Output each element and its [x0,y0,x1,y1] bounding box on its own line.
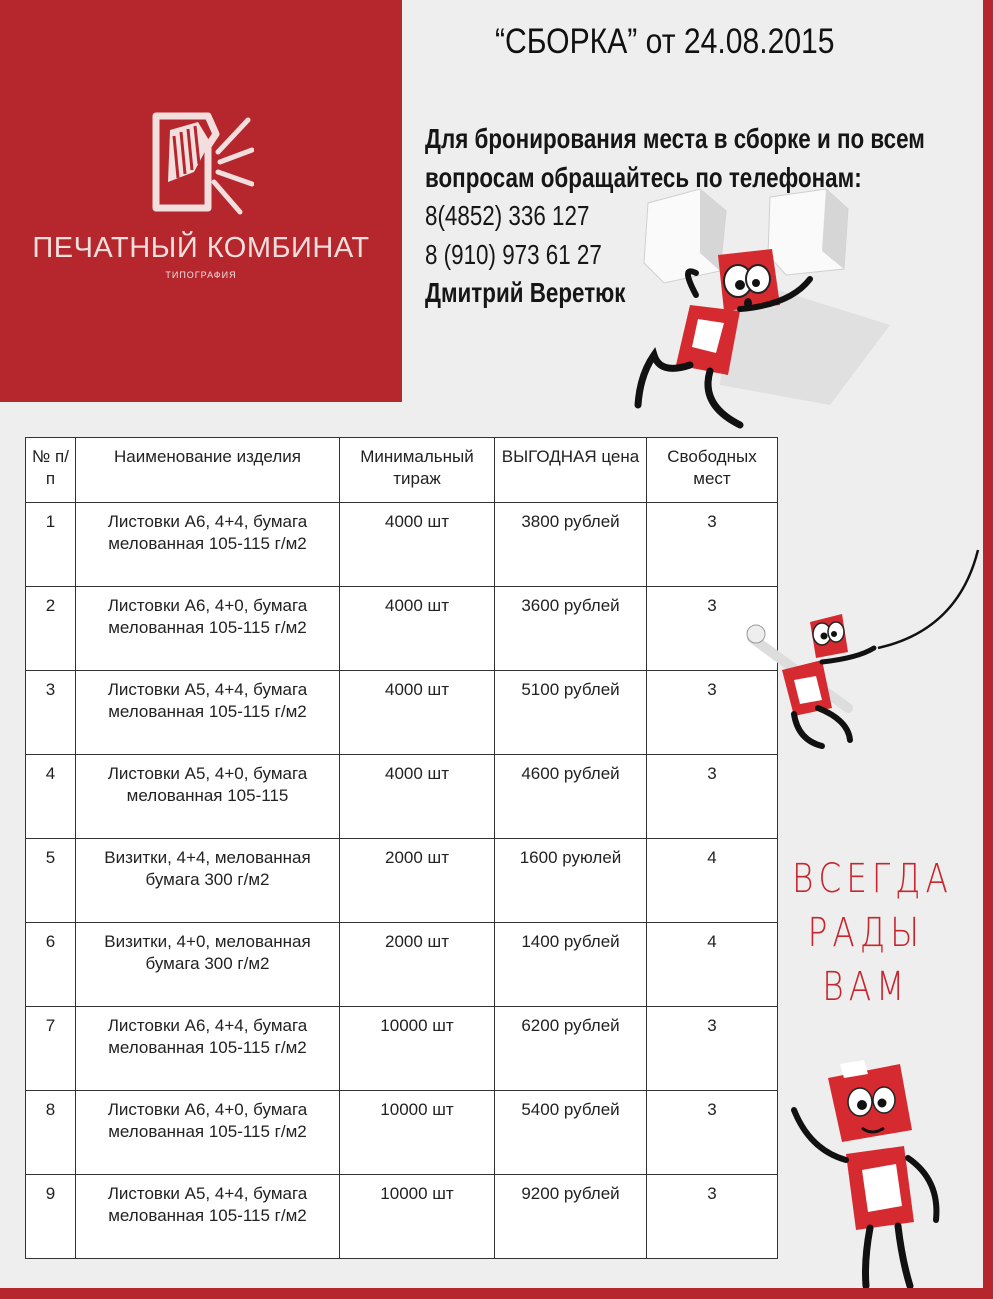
cell-price: 5400 рублей [495,1091,647,1175]
table-row [26,1007,778,1091]
contact-line-1: Для бронирования места в сборке и по всем [425,123,925,154]
cell-price: 1400 рублей [495,923,647,1007]
slogan [792,852,953,1014]
col-header-price: ВЫГОДНАЯ цена [495,438,647,503]
cell-number: 3 [26,671,76,755]
logo-panel [0,0,402,402]
cell-free-slots: 3 [647,755,778,839]
cell-min-run: 10000 шт [340,1091,495,1175]
col-header-product: Наименование изделия [76,438,340,503]
slogan-line-1: ВСЕГДА [792,856,953,902]
cell-number: 5 [26,839,76,923]
company-name: ПЕЧАТНЫЙ КОМБИНАТ [32,232,370,264]
cell-number: 7 [26,1007,76,1091]
cell-min-run: 10000 шт [340,1007,495,1091]
cell-free-slots: 3 [647,1091,778,1175]
table-row [26,671,778,755]
cell-free-slots: 3 [647,1007,778,1091]
slogan-line-2: РАДЫ [807,910,924,956]
slogan-line-3: ВАМ [822,964,910,1010]
cell-min-run: 4000 шт [340,755,495,839]
right-border [983,0,993,1299]
table-row [26,587,778,671]
cell-free-slots: 3 [647,587,778,671]
phone-2[interactable]: 8 (910) 973 61 27 [425,238,602,270]
col-header-number: № п/п [26,438,76,503]
cell-product: Листовки А6, 4+0, бумага мелованная 105-115 г/м2 [76,587,340,671]
col-header-min-run: Минимальный тираж [340,438,495,503]
cell-price: 6200 рублей [495,1007,647,1091]
cell-min-run: 2000 шт [340,839,495,923]
cell-product: Листовки А6, 4+4, бумага мелованная 105-115 г/м2 [76,1007,340,1091]
table-row [26,1175,778,1259]
cell-price: 3800 рублей [495,503,647,587]
cell-product: Листовки А6, 4+4, бумага мелованная 105-115 г/м2 [76,503,340,587]
cell-product: Листовки А5, 4+4, бумага мелованная 105-115 г/м2 [76,1175,340,1259]
cell-number: 6 [26,923,76,1007]
cell-number: 1 [26,503,76,587]
cell-number: 9 [26,1175,76,1259]
cell-product: Листовки А5, 4+0, бумага мелованная 105-115 [76,755,340,839]
cell-product: Визитки, 4+4, мелованная бумага 300 г/м2 [76,839,340,923]
bottom-border [0,1288,993,1299]
cell-number: 8 [26,1091,76,1175]
cell-free-slots: 4 [647,923,778,1007]
cell-price: 5100 рублей [495,671,647,755]
document-title: “СБОРКА” от 24.08.2015 [495,22,835,61]
table-row [26,755,778,839]
cell-free-slots: 3 [647,671,778,755]
cell-price: 9200 рублей [495,1175,647,1259]
cell-price: 3600 рублей [495,587,647,671]
cell-free-slots: 3 [647,1175,778,1259]
contact-line-2: вопросам обращайтесь по телефонам: [425,161,862,193]
cell-min-run: 4000 шт [340,587,495,671]
phone-1[interactable]: 8(4852) 336 127 [425,200,590,231]
table-row [26,503,778,587]
cell-product: Листовки А5, 4+4, бумага мелованная 105-115 г/м2 [76,671,340,755]
mascot-carrying-paper-illustration [600,185,890,445]
contact-person: Дмитрий Веретюк [425,277,626,308]
mascot-on-rope-illustration [738,540,983,755]
table-row [26,923,778,1007]
price-table [25,437,778,1259]
mascot-waving-illustration [780,1050,970,1290]
company-subtitle: ТИПОГРАФИЯ [165,270,237,280]
cell-min-run: 4000 шт [340,671,495,755]
cell-product: Визитки, 4+0, мелованная бумага 300 г/м2 [76,923,340,1007]
table-row [26,839,778,923]
cell-product: Листовки А6, 4+0, бумага мелованная 105-115 г/м2 [76,1091,340,1175]
table-row [26,1091,778,1175]
cell-free-slots: 3 [647,503,778,587]
col-header-free-slots: Свободных мест [647,438,778,503]
cell-min-run: 10000 шт [340,1175,495,1259]
cell-price: 1600 руюлей [495,839,647,923]
table-header-row [26,438,778,503]
cell-price: 4600 рублей [495,755,647,839]
printing-press-logo-icon [148,112,254,216]
cell-min-run: 2000 шт [340,923,495,1007]
cell-free-slots: 4 [647,839,778,923]
cell-min-run: 4000 шт [340,503,495,587]
cell-number: 4 [26,755,76,839]
cell-number: 2 [26,587,76,671]
